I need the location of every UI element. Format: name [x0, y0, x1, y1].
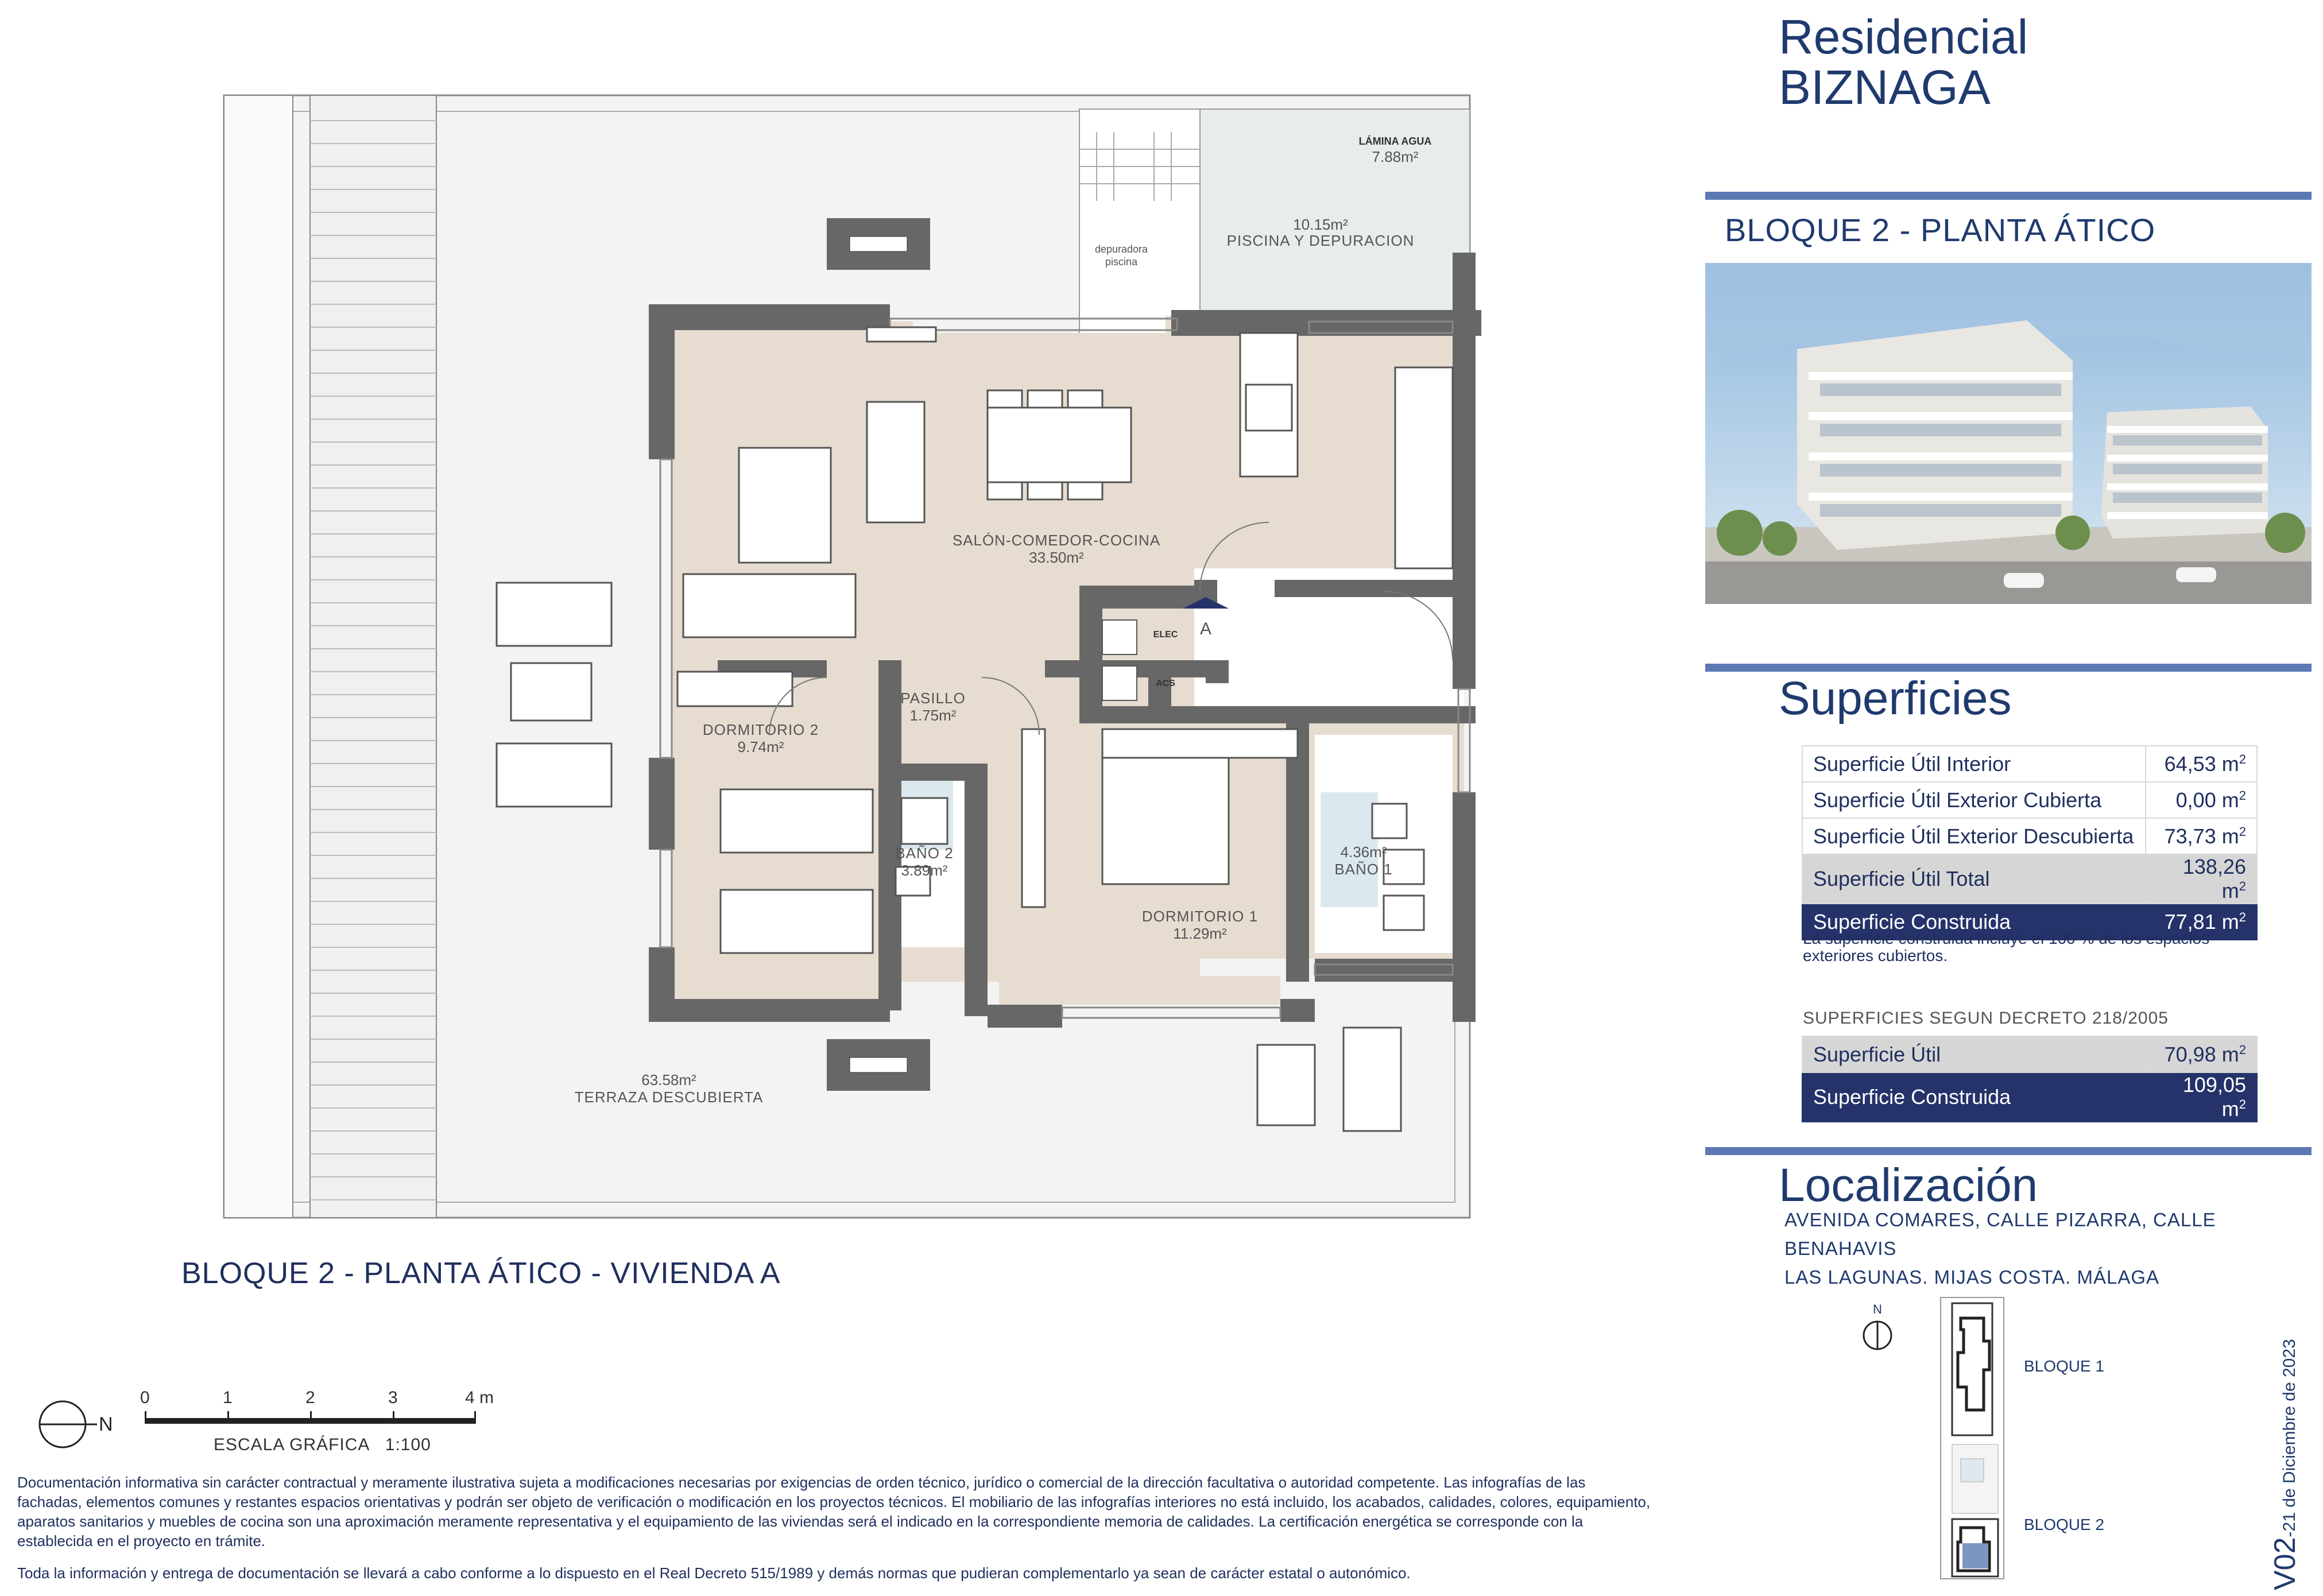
elec-closet: [1102, 620, 1137, 654]
coffee-table: [739, 448, 831, 563]
map-north-label: N: [1873, 1302, 1882, 1316]
pasillo-label: PASILLO: [900, 689, 966, 707]
superficies-row-total: [1802, 854, 2257, 904]
lamina-label: LÁMINA AGUA: [1358, 135, 1432, 147]
piscina-label: PISCINA Y DEPURACION: [1226, 232, 1415, 249]
address: [1784, 1206, 2323, 1292]
acs-label: ACS: [1156, 679, 1175, 688]
scale-num-1: 1: [223, 1388, 233, 1407]
acs-closet: [1102, 666, 1137, 700]
skylight-top-inner: [850, 237, 907, 251]
building-render-image: [1705, 263, 2312, 604]
divider-2: [1705, 664, 2312, 672]
bed-d2-a: [721, 789, 873, 853]
outdoor-table: [511, 663, 591, 720]
scale-num-2: 2: [305, 1388, 315, 1407]
scale-tick-4: [474, 1411, 476, 1424]
bano2-label: BAÑO 2: [895, 845, 954, 862]
lamina-area: 7.88m²: [1372, 148, 1419, 165]
entry-label: A: [1199, 619, 1212, 638]
floor-plan: [218, 86, 1481, 1234]
superficies-row-value: 64,53 $m^2$: [2146, 746, 2257, 782]
localizacion-heading: Localización: [1779, 1159, 2038, 1211]
decree-row-label: Superficie Útil: [1802, 1036, 2146, 1072]
divider-1: [1705, 192, 2312, 200]
dormitorio1-label: DORMITORIO 1: [1141, 908, 1259, 925]
planter-left: [224, 95, 293, 1218]
scale-caption: ESCALA GRÁFICA 1:100: [214, 1435, 431, 1454]
version-stamp: [2268, 1339, 2302, 1590]
building-render: [1705, 263, 2312, 604]
hob: [1246, 385, 1292, 431]
disclaimer-p2: Toda la información y entrega de documentación se llevará a cabo conforme a lo dispuesto en el Real Decreto 515/1989 y demás normas que pudieran complementarlo ya sean de carácter estatal o autonómico.: [17, 1564, 1411, 1582]
decree-row-label: Superficie Construida: [1802, 1072, 2146, 1122]
pergola-slats: [310, 95, 436, 1218]
sofa: [683, 574, 855, 637]
divider-3: [1705, 1147, 2312, 1155]
depuradora-line1: depuradora: [1094, 243, 1148, 255]
toilet-b1: [1372, 804, 1407, 838]
scale-num-3: 3: [388, 1388, 398, 1407]
disclaimer-p1: Documentación informativa sin carácter contractual y meramente ilustrativa sujeta a modificaciones necesarias por exigencias de orden técnico, jurídico o comercial de la dirección facultativa o autoridad competente. Las infografías de las fachadas, elementos comunes y restantes espacios orientativas y podrán ser objeto de verificación o modificación en los proyectos técnicos. El mobiliario de las infografías interiores no está incluido, los acabados, calidades, colores, equipamiento, aparatos sanitarios y muebles de cocina son una aproximación meramente representativa y el equipamiento de las viviendas será el indicado en la correspondiente memoria de calidades. La certificación energética se corresponde con la establecida en el proyecto en trámite.: [17, 1474, 1651, 1549]
kitchen-wall-units: [1395, 367, 1453, 568]
site-map: [1935, 1295, 2015, 1585]
pool-plant-room: [1079, 109, 1200, 339]
superficies-row: [1802, 746, 2257, 782]
address-line2: LAS LAGUNAS. MIJAS COSTA. MÁLAGA: [1784, 1266, 2160, 1288]
decree-table: [1802, 1036, 2258, 1122]
site-map-drawing: [1935, 1295, 2015, 1582]
scale-tick-0: [145, 1411, 146, 1424]
scale-north-label: N: [99, 1413, 113, 1435]
superficies-row-label: Superficie Útil Total: [1802, 854, 2146, 904]
basin-b1-b: [1384, 896, 1424, 930]
superficies-note: La superficie construida incluye el 100 % de los espacios exteriores cubiertos.: [1803, 929, 2210, 964]
piscina-area: 10.15m²: [1293, 216, 1348, 233]
bano1-label: BAÑO 1: [1334, 861, 1393, 878]
scale-num-0: 0: [140, 1388, 150, 1407]
brand-title: [1779, 11, 2028, 113]
tv-unit: [867, 327, 936, 342]
outdoor-sofa-1: [497, 583, 611, 646]
superficies-row-label: Superficie Construida: [1802, 904, 2146, 940]
elec-label: ELEC: [1153, 630, 1178, 640]
lounger-2: [1344, 1028, 1401, 1131]
version-code: V02: [2268, 1537, 2302, 1590]
wardrobe-d2: [677, 672, 792, 706]
pasillo-area: 1.75m²: [909, 707, 957, 724]
superficies-row-label: Superficie Útil Interior: [1802, 746, 2146, 782]
superficies-row-label: Superficie Útil Exterior Cubierta: [1802, 782, 2146, 818]
map-bloque1-label: BLOQUE 1: [2024, 1357, 2105, 1375]
superficies-row-value: 138,26 $m^2$: [2146, 854, 2257, 904]
superficies-row-value: 73,73 $m^2$: [2146, 818, 2257, 854]
decree-row-util: [1802, 1036, 2257, 1072]
lounger-1: [1257, 1045, 1315, 1125]
decree-row-value: 70,98 $m^2$: [2146, 1036, 2257, 1072]
dormitorio2-label: DORMITORIO 2: [702, 721, 819, 738]
disclaimer: [17, 1473, 1654, 1595]
skylight-bottom-inner: [850, 1057, 907, 1072]
superficies-table: [1802, 745, 2258, 940]
version-date: -21 de Diciembre de 2023: [2280, 1339, 2299, 1537]
decree-row-value: 109,05 $m^2$: [2146, 1072, 2257, 1122]
outdoor-sofa-2: [497, 743, 611, 807]
scale-tick-1: [227, 1411, 229, 1424]
salon-label: SALÓN-COMEDOR-COCINA: [952, 532, 1161, 549]
dormitorio1-area: 11.29m²: [1173, 925, 1227, 942]
superficies-heading: Superficies: [1779, 672, 2012, 725]
superficies-row-value: 77,81 $m^2$: [2146, 904, 2257, 940]
basin-b2: [901, 798, 947, 844]
decree-heading: SUPERFICIES SEGUN DECRETO 218/2005: [1803, 1009, 2169, 1028]
brand-line1: Residencial: [1779, 10, 2028, 64]
brand-line2: BIZNAGA: [1779, 60, 1991, 114]
dining-table: [988, 408, 1131, 482]
bano1-area: 4.36m²: [1340, 843, 1387, 861]
salon-area: 33.50m²: [1029, 549, 1084, 566]
map-compass: [1861, 1319, 1896, 1357]
armchair: [867, 402, 924, 522]
floor-plan-drawing: [218, 86, 1481, 1234]
dormitorio2-area: 9.74m²: [737, 738, 784, 756]
scale-tick-3: [393, 1411, 394, 1424]
map-bloque2-label: BLOQUE 2: [2024, 1516, 2105, 1533]
terraza-area: 63.58m²: [641, 1071, 696, 1088]
address-line1: AVENIDA COMARES, CALLE PIZARRA, CALLE BENAHAVIS: [1784, 1209, 2216, 1259]
scale-tick-2: [310, 1411, 312, 1424]
superficies-row: [1802, 782, 2257, 818]
plan-title: BLOQUE 2 - PLANTA ÁTICO - VIVIENDA A: [181, 1257, 781, 1290]
superficies-row-label: Superficie Útil Exterior Descubierta: [1802, 818, 2146, 854]
scale-num-4: 4 m: [465, 1388, 494, 1407]
bed-d2-b: [721, 890, 873, 953]
decree-row-construida: [1802, 1072, 2257, 1122]
compass-icon: [1861, 1319, 1896, 1354]
section-bloque-heading: BLOQUE 2 - PLANTA ÁTICO: [1725, 212, 2156, 248]
superficies-row: [1802, 818, 2257, 854]
superficies-row-value: 0,00 $m^2$: [2146, 782, 2257, 818]
bed-d1: [1102, 741, 1229, 884]
depuradora-line2: piscina: [1105, 256, 1138, 268]
bano2-area: 3.89m²: [901, 862, 948, 879]
wardrobe-d1: [1022, 729, 1045, 907]
terraza-label: TERRAZA DESCUBIERTA: [574, 1088, 764, 1106]
headboard-d1: [1102, 729, 1298, 758]
